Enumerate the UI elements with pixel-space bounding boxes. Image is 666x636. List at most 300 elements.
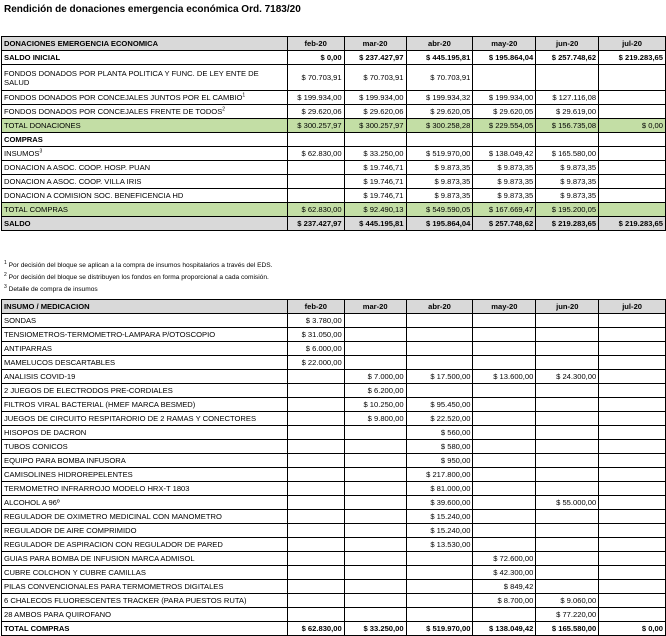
donations-table	[1, 36, 666, 231]
amount-cell	[599, 552, 666, 566]
row-label: CAMISOLINES HIDROREPELENTES	[2, 468, 288, 482]
row-label: ALCOHOL A 96º	[2, 496, 288, 510]
amount-cell: $ 9.873,35	[473, 161, 536, 175]
amount-cell	[536, 398, 599, 412]
amount-cell	[287, 398, 344, 412]
amount-cell	[599, 161, 666, 175]
amount-cell: $ 9.873,35	[473, 189, 536, 203]
amount-cell	[536, 133, 599, 147]
amount-cell	[536, 426, 599, 440]
amount-cell	[473, 314, 536, 328]
amount-cell	[287, 161, 344, 175]
amount-cell	[473, 608, 536, 622]
amount-cell	[344, 482, 406, 496]
table-row	[2, 105, 666, 119]
amount-cell	[473, 510, 536, 524]
amount-cell: $ 300.257,97	[344, 119, 406, 133]
amount-cell	[536, 468, 599, 482]
table-row	[2, 51, 666, 65]
amount-cell	[344, 510, 406, 524]
amount-cell	[599, 426, 666, 440]
amount-cell: $ 167.669,47	[473, 203, 536, 217]
amount-cell	[344, 342, 406, 356]
amount-cell	[536, 524, 599, 538]
amount-cell: $ 195.200,05	[536, 203, 599, 217]
footnote	[4, 260, 273, 272]
amount-cell	[536, 552, 599, 566]
amount-cell: $ 70.703,91	[287, 65, 344, 91]
table-row	[2, 384, 666, 398]
amount-cell: $ 165.580,00	[536, 147, 599, 161]
row-label: 6 CHALECOS FLUORESCENTES TRACKER (PARA PUESTOS RUTA)	[2, 594, 288, 608]
amount-cell	[473, 426, 536, 440]
amount-cell	[473, 468, 536, 482]
amount-cell	[344, 608, 406, 622]
table-header-row	[2, 300, 666, 314]
amount-cell	[344, 328, 406, 342]
amount-cell: $ 33.250,00	[344, 147, 406, 161]
amount-cell	[536, 510, 599, 524]
amount-cell: $ 8.700,00	[473, 594, 536, 608]
amount-cell	[599, 594, 666, 608]
amount-cell	[536, 342, 599, 356]
amount-cell: $ 9.873,35	[536, 175, 599, 189]
header-cell-concept: INSUMO / MEDICACION	[2, 300, 288, 314]
header-cell-month: jul-20	[599, 300, 666, 314]
amount-cell	[287, 482, 344, 496]
amount-cell	[536, 538, 599, 552]
amount-cell	[344, 566, 406, 580]
header-cell-month: jun-20	[536, 300, 599, 314]
amount-cell: $ 24.300,00	[536, 370, 599, 384]
amount-cell	[599, 580, 666, 594]
amount-cell: $ 560,00	[406, 426, 473, 440]
amount-cell	[406, 580, 473, 594]
row-label: SONDAS	[2, 314, 288, 328]
header-cell-month: feb-20	[287, 37, 344, 51]
amount-cell: $ 7.000,00	[344, 370, 406, 384]
amount-cell	[287, 454, 344, 468]
amount-cell: $ 62.830,00	[287, 622, 344, 636]
row-label: DONACION A COMISION SOC. BENEFICENCIA HD	[2, 189, 288, 203]
amount-cell	[599, 510, 666, 524]
amount-cell: $ 19.746,71	[344, 175, 406, 189]
row-label: 2 JUEGOS DE ELECTRODOS PRE-CORDIALES	[2, 384, 288, 398]
amount-cell	[599, 203, 666, 217]
amount-cell: $ 13.530,00	[406, 538, 473, 552]
table-row	[2, 482, 666, 496]
header-cell-month: mar-20	[344, 300, 406, 314]
amount-cell: $ 70.703,91	[406, 65, 473, 91]
amount-cell: $ 9.873,35	[536, 161, 599, 175]
amount-cell	[473, 398, 536, 412]
amount-cell	[599, 314, 666, 328]
amount-cell: $ 300.257,97	[287, 119, 344, 133]
amount-cell	[536, 440, 599, 454]
table-row	[2, 203, 666, 217]
amount-cell: $ 257.748,62	[536, 51, 599, 65]
amount-cell	[344, 538, 406, 552]
amount-cell	[344, 314, 406, 328]
amount-cell	[344, 356, 406, 370]
amount-cell	[287, 552, 344, 566]
header-cell-month: abr-20	[406, 37, 473, 51]
table-row	[2, 189, 666, 203]
amount-cell	[287, 133, 344, 147]
row-label: 28 AMBOS PARA QUIROFANO	[2, 608, 288, 622]
header-cell-month: jul-20	[599, 37, 666, 51]
amount-cell: $ 33.250,00	[344, 622, 406, 636]
amount-cell: $ 195.864,04	[473, 51, 536, 65]
amount-cell	[406, 566, 473, 580]
table-row	[2, 328, 666, 342]
table-row	[2, 538, 666, 552]
row-label: JUEGOS DE CIRCUITO RESPITARORIO DE 2 RAMAS Y CONECTORES	[2, 412, 288, 426]
row-label: TERMOMETRO INFRARROJO MODELO HRX-T 1803	[2, 482, 288, 496]
amount-cell	[536, 580, 599, 594]
amount-cell	[287, 538, 344, 552]
amount-cell	[473, 384, 536, 398]
amount-cell: $ 10.250,00	[344, 398, 406, 412]
amount-cell: $ 95.450,00	[406, 398, 473, 412]
amount-cell	[536, 328, 599, 342]
amount-cell: $ 29.619,00	[536, 105, 599, 119]
amount-cell	[344, 496, 406, 510]
amount-cell: $ 19.746,71	[344, 189, 406, 203]
header-cell-concept: DONACIONES EMERGENCIA ECONOMICA	[2, 37, 288, 51]
amount-cell	[406, 314, 473, 328]
amount-cell	[406, 552, 473, 566]
row-label: TUBOS CONICOS	[2, 440, 288, 454]
amount-cell	[536, 384, 599, 398]
amount-cell	[287, 370, 344, 384]
amount-cell	[599, 496, 666, 510]
footnotes	[4, 260, 273, 296]
amount-cell: $ 199.934,00	[344, 91, 406, 105]
amount-cell	[406, 342, 473, 356]
amount-cell	[599, 538, 666, 552]
row-label: HISOPOS DE DACRON	[2, 426, 288, 440]
row-label: TENSIOMETROS-TERMOMETRO-LAMPARA P/OTOSCOPIO	[2, 328, 288, 342]
amount-cell: $ 92.490,13	[344, 203, 406, 217]
row-label: TOTAL COMPRAS	[2, 622, 288, 636]
amount-cell: $ 42.300,00	[473, 566, 536, 580]
amount-cell: $ 19.746,71	[344, 161, 406, 175]
amount-cell: $ 199.934,00	[287, 91, 344, 105]
amount-cell	[287, 566, 344, 580]
amount-cell: $ 62.830,00	[287, 203, 344, 217]
amount-cell	[344, 580, 406, 594]
row-label: REGULADOR DE AIRE COMPRIMIDO	[2, 524, 288, 538]
row-label: CUBRE COLCHON Y CUBRE CAMILLAS	[2, 566, 288, 580]
amount-cell: $ 445.195,81	[406, 51, 473, 65]
row-label: SALDO INICIAL	[2, 51, 288, 65]
table-row	[2, 594, 666, 608]
row-label: PILAS CONVENCIONALES PARA TERMOMETROS DIGITALES	[2, 580, 288, 594]
amount-cell: $ 199.934,00	[473, 91, 536, 105]
table-row	[2, 412, 666, 426]
amount-cell	[473, 328, 536, 342]
amount-cell: $ 0,00	[599, 119, 666, 133]
amount-cell: $ 9.873,35	[406, 189, 473, 203]
footnote-text: Por decisión del bloque se distribuyen los fondos en forma proporcional a cada comisión.	[6, 274, 269, 281]
table-row	[2, 552, 666, 566]
amount-cell: $ 70.703,91	[344, 65, 406, 91]
amount-cell	[536, 65, 599, 91]
amount-cell	[599, 524, 666, 538]
amount-cell	[599, 412, 666, 426]
amount-cell	[287, 440, 344, 454]
amount-cell	[344, 594, 406, 608]
amount-cell: $ 62.830,00	[287, 147, 344, 161]
row-label: FONDOS DONADOS POR CONCEJALES FRENTE DE TODOS$^2$	[2, 105, 288, 119]
row-label: ANALISIS COVID-19	[2, 370, 288, 384]
amount-cell	[406, 356, 473, 370]
row-label: FILTROS VIRAL BACTERIAL (HMEF MARCA BESMED)	[2, 398, 288, 412]
amount-cell	[536, 566, 599, 580]
amount-cell: $ 138.049,42	[473, 147, 536, 161]
amount-cell	[599, 482, 666, 496]
amount-cell: $ 17.500,00	[406, 370, 473, 384]
amount-cell	[473, 482, 536, 496]
row-label: FONDOS DONADOS POR PLANTA POLITICA Y FUNC. DE LEY ENTE DE SALUD	[2, 65, 288, 91]
footnote	[4, 284, 273, 296]
amount-cell	[599, 370, 666, 384]
amount-cell: $ 9.060,00	[536, 594, 599, 608]
amount-cell: $ 29.620,05	[406, 105, 473, 119]
table-row	[2, 468, 666, 482]
amount-cell	[406, 594, 473, 608]
amount-cell	[599, 454, 666, 468]
amount-cell: $ 6.000,00	[287, 342, 344, 356]
table-row	[2, 510, 666, 524]
amount-cell	[287, 412, 344, 426]
amount-cell	[473, 454, 536, 468]
amount-cell	[473, 496, 536, 510]
amount-cell	[599, 65, 666, 91]
amount-cell: $ 22.000,00	[287, 356, 344, 370]
amount-cell	[344, 468, 406, 482]
amount-cell	[344, 133, 406, 147]
amount-cell: $ 3.780,00	[287, 314, 344, 328]
amount-cell: $ 39.600,00	[406, 496, 473, 510]
amount-cell	[406, 133, 473, 147]
amount-cell: $ 15.240,00	[406, 524, 473, 538]
amount-cell: $ 31.050,00	[287, 328, 344, 342]
amount-cell: $ 229.554,05	[473, 119, 536, 133]
amount-cell	[599, 398, 666, 412]
table-row	[2, 454, 666, 468]
table-row	[2, 608, 666, 622]
row-label: REGULADOR DE ASPIRACION CON REGULADOR DE PARED	[2, 538, 288, 552]
table-row	[2, 440, 666, 454]
table-row	[2, 91, 666, 105]
amount-cell	[473, 412, 536, 426]
amount-cell: $ 22.520,00	[406, 412, 473, 426]
amount-cell	[599, 147, 666, 161]
amount-cell: $ 9.873,35	[536, 189, 599, 203]
table-row	[2, 426, 666, 440]
amount-cell: $ 519.970,00	[406, 147, 473, 161]
amount-cell: $ 219.283,65	[599, 51, 666, 65]
amount-cell: $ 127.116,08	[536, 91, 599, 105]
amount-cell	[287, 468, 344, 482]
amount-cell: $ 138.049,42	[473, 622, 536, 636]
table-row	[2, 342, 666, 356]
row-label: TOTAL DONACIONES	[2, 119, 288, 133]
amount-cell: $ 29.620,05	[473, 105, 536, 119]
table-row	[2, 580, 666, 594]
amount-cell: $ 195.864,04	[406, 217, 473, 231]
amount-cell	[473, 440, 536, 454]
table-row	[2, 161, 666, 175]
amount-cell: $ 445.195,81	[344, 217, 406, 231]
amount-cell	[287, 580, 344, 594]
amount-cell	[473, 538, 536, 552]
row-label: INSUMOS$^3$	[2, 147, 288, 161]
table-row	[2, 133, 666, 147]
amount-cell	[599, 91, 666, 105]
amount-cell	[599, 133, 666, 147]
amount-cell: $ 580,00	[406, 440, 473, 454]
amount-cell: $ 9.800,00	[344, 412, 406, 426]
amount-cell	[287, 608, 344, 622]
amount-cell: $ 29.620,06	[344, 105, 406, 119]
amount-cell: $ 55.000,00	[536, 496, 599, 510]
amount-cell	[473, 133, 536, 147]
amount-cell: $ 6.200,00	[344, 384, 406, 398]
amount-cell	[287, 189, 344, 203]
amount-cell: $ 549.590,05	[406, 203, 473, 217]
amount-cell: $ 0,00	[287, 51, 344, 65]
amount-cell	[287, 594, 344, 608]
amount-cell	[536, 412, 599, 426]
amount-cell: $ 72.600,00	[473, 552, 536, 566]
amount-cell	[599, 566, 666, 580]
amount-cell: $ 9.873,35	[473, 175, 536, 189]
amount-cell	[344, 440, 406, 454]
row-label: MAMELUCOS DESCARTABLES	[2, 356, 288, 370]
amount-cell	[599, 189, 666, 203]
amount-cell: $ 199.934,32	[406, 91, 473, 105]
header-cell-month: abr-20	[406, 300, 473, 314]
amount-cell	[473, 356, 536, 370]
amount-cell: $ 29.620,06	[287, 105, 344, 119]
header-cell-month: feb-20	[287, 300, 344, 314]
table-row	[2, 217, 666, 231]
footnote-ref: 3	[39, 148, 43, 155]
row-label: GUIAS PARA BOMBA DE INFUSION MARCA ADMISOL	[2, 552, 288, 566]
amount-cell	[536, 314, 599, 328]
amount-cell: $ 219.283,65	[599, 217, 666, 231]
amount-cell	[599, 440, 666, 454]
amount-cell	[287, 496, 344, 510]
amount-cell	[536, 482, 599, 496]
amount-cell	[473, 342, 536, 356]
amount-cell	[406, 328, 473, 342]
footnote-ref: 2	[222, 106, 226, 113]
footnote-text: Por decisión del bloque se aplican a la compra de insumos hospitalarios a través del EDS.	[6, 262, 273, 269]
amount-cell: $ 9.873,35	[406, 175, 473, 189]
row-label: TOTAL COMPRAS	[2, 203, 288, 217]
amount-cell	[473, 524, 536, 538]
amount-cell	[599, 356, 666, 370]
amount-cell: $ 300.258,28	[406, 119, 473, 133]
table-row	[2, 524, 666, 538]
amount-cell	[599, 342, 666, 356]
amount-cell	[599, 384, 666, 398]
table-row	[2, 119, 666, 133]
row-label: ANTIPARRAS	[2, 342, 288, 356]
amount-cell	[287, 510, 344, 524]
amount-cell	[406, 608, 473, 622]
amount-cell	[599, 175, 666, 189]
amount-cell: $ 217.800,00	[406, 468, 473, 482]
amount-cell	[599, 468, 666, 482]
amount-cell: $ 77.220,00	[536, 608, 599, 622]
amount-cell: $ 0,00	[599, 622, 666, 636]
amount-cell: $ 9.873,35	[406, 161, 473, 175]
amount-cell	[536, 356, 599, 370]
amount-cell	[536, 454, 599, 468]
amount-cell	[473, 65, 536, 91]
row-label: COMPRAS	[2, 133, 288, 147]
document-title: Rendición de donaciones emergencia económica Ord. 7183/20	[4, 4, 301, 15]
row-label: FONDOS DONADOS POR CONCEJALES JUNTOS POR EL CAMBIO$^1$	[2, 91, 288, 105]
table-header-row	[2, 37, 666, 51]
amount-cell	[287, 524, 344, 538]
row-label: EQUIPO PARA BOMBA INFUSORA	[2, 454, 288, 468]
header-cell-month: jun-20	[536, 37, 599, 51]
footnote-number: 1	[4, 259, 7, 266]
amount-cell	[406, 384, 473, 398]
table-row	[2, 622, 666, 636]
amount-cell: $ 156.735,08	[536, 119, 599, 133]
supplies-detail-table	[1, 299, 666, 636]
amount-cell: $ 13.600,00	[473, 370, 536, 384]
amount-cell	[287, 384, 344, 398]
footnote-number: 2	[4, 271, 7, 278]
amount-cell: $ 165.580,00	[536, 622, 599, 636]
footnote-number: 3	[4, 283, 7, 290]
amount-cell: $ 257.748,62	[473, 217, 536, 231]
amount-cell	[599, 608, 666, 622]
header-cell-month: mar-20	[344, 37, 406, 51]
row-label: DONACION A ASOC. COOP. VILLA IRIS	[2, 175, 288, 189]
table-row	[2, 314, 666, 328]
table-row	[2, 65, 666, 91]
amount-cell: $ 849,42	[473, 580, 536, 594]
amount-cell: $ 237.427,97	[344, 51, 406, 65]
amount-cell: $ 237.427,97	[287, 217, 344, 231]
table-row	[2, 398, 666, 412]
table-row	[2, 566, 666, 580]
amount-cell: $ 219.283,65	[536, 217, 599, 231]
footnote-ref: 1	[242, 92, 246, 99]
amount-cell: $ 519.970,00	[406, 622, 473, 636]
row-label: SALDO	[2, 217, 288, 231]
amount-cell: $ 950,00	[406, 454, 473, 468]
header-cell-month: may-20	[473, 300, 536, 314]
table-row	[2, 147, 666, 161]
amount-cell	[344, 426, 406, 440]
footnote	[4, 272, 273, 284]
header-cell-month: may-20	[473, 37, 536, 51]
table-row	[2, 356, 666, 370]
amount-cell	[287, 426, 344, 440]
table-row	[2, 175, 666, 189]
amount-cell: $ 15.240,00	[406, 510, 473, 524]
